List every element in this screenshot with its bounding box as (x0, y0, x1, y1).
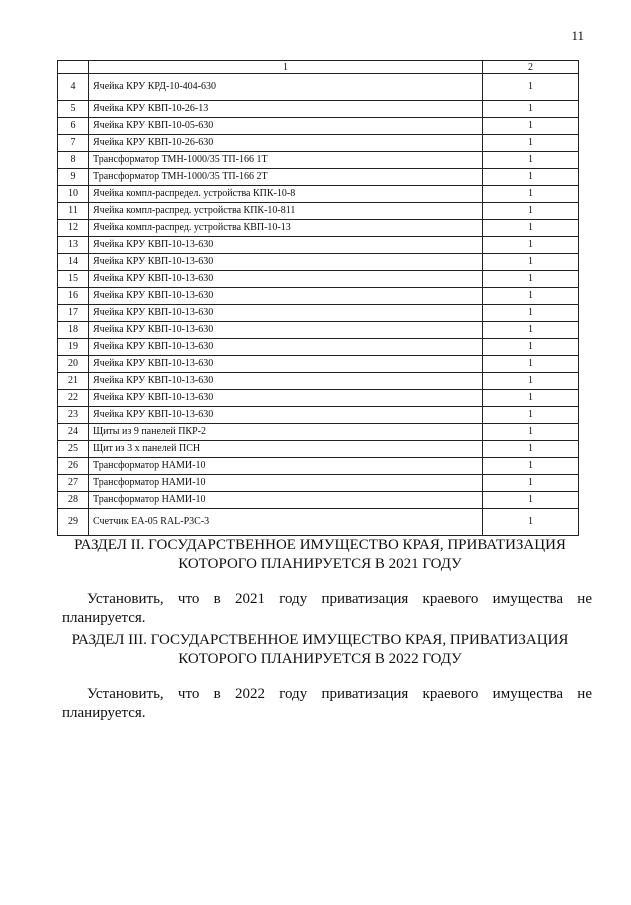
table-body (58, 74, 579, 536)
row-number-cell: 25 (58, 441, 89, 458)
row-name-cell: Трансформатор НАМИ-10 (89, 458, 483, 475)
row-number-cell: 10 (58, 186, 89, 203)
table-row (58, 339, 579, 356)
row-name-cell: Ячейка КРУ КВП-10-13-630 (89, 254, 483, 271)
row-number-cell: 22 (58, 390, 89, 407)
section-2 (40, 536, 600, 628)
row-number-cell: 12 (58, 220, 89, 237)
row-qty-cell: 1 (483, 186, 579, 203)
row-name-cell: Ячейка КРУ КВП-10-13-630 (89, 237, 483, 254)
row-qty-cell: 1 (483, 254, 579, 271)
row-qty-cell: 1 (483, 390, 579, 407)
row-number-cell: 16 (58, 288, 89, 305)
section-3-body: Установить, что в 2022 году приватизация краевого имущества не планируется. (62, 686, 592, 721)
row-number-cell: 13 (58, 237, 89, 254)
header-cell-qty: 2 (483, 61, 579, 74)
row-number-cell: 18 (58, 322, 89, 339)
table-row (58, 220, 579, 237)
table-row (58, 203, 579, 220)
row-number-cell: 15 (58, 271, 89, 288)
section-2-title (40, 536, 600, 574)
table-row (58, 407, 579, 424)
section-2-body: Установить, что в 2021 году приватизация краевого имущества не планируется. (62, 591, 592, 626)
row-number-cell: 8 (58, 152, 89, 169)
row-qty-cell: 1 (483, 492, 579, 509)
row-number-cell: 29 (58, 509, 89, 536)
table-row (58, 74, 579, 101)
section-2-title-line1: РАЗДЕЛ II. ГОСУДАРСТВЕННОЕ ИМУЩЕСТВО КРАЯ, ПРИВАТИЗАЦИЯ (74, 537, 566, 553)
row-qty-cell: 1 (483, 305, 579, 322)
row-number-cell: 27 (58, 475, 89, 492)
row-name-cell: Ячейка КРУ КВП-10-26-630 (89, 135, 483, 152)
row-name-cell: Ячейка КРУ КВП-10-13-630 (89, 271, 483, 288)
row-qty-cell: 1 (483, 101, 579, 118)
row-name-cell: Ячейка КРУ КВП-10-13-630 (89, 322, 483, 339)
row-qty-cell: 1 (483, 458, 579, 475)
row-qty-cell: 1 (483, 373, 579, 390)
row-name-cell: Трансформатор НАМИ-10 (89, 475, 483, 492)
row-name-cell: Ячейка КРУ КВП-10-13-630 (89, 288, 483, 305)
row-number-cell: 24 (58, 424, 89, 441)
row-name-cell: Ячейка КРУ КРД-10-404-630 (89, 74, 483, 101)
row-qty-cell: 1 (483, 339, 579, 356)
table-row (58, 424, 579, 441)
table-row (58, 101, 579, 118)
row-name-cell: Счетчик ЕА-05 RAL-P3C-3 (89, 509, 483, 536)
page-number: 11 (571, 28, 584, 43)
row-qty-cell: 1 (483, 407, 579, 424)
table-row (58, 492, 579, 509)
row-qty-cell: 1 (483, 74, 579, 101)
row-name-cell: Ячейка КРУ КВП-10-13-630 (89, 407, 483, 424)
row-qty-cell: 1 (483, 322, 579, 339)
row-number-cell: 17 (58, 305, 89, 322)
row-number-cell: 5 (58, 101, 89, 118)
row-qty-cell: 1 (483, 271, 579, 288)
row-name-cell: Щит из 3 х панелей ПСН (89, 441, 483, 458)
table-row (58, 373, 579, 390)
table-row (58, 135, 579, 152)
row-number-cell: 14 (58, 254, 89, 271)
row-qty-cell: 1 (483, 288, 579, 305)
section-3-title-line2: КОТОРОГО ПЛАНИРУЕТСЯ В 2022 ГОДУ (178, 651, 462, 667)
row-number-cell: 11 (58, 203, 89, 220)
row-number-cell: 26 (58, 458, 89, 475)
row-number-cell: 21 (58, 373, 89, 390)
row-qty-cell: 1 (483, 356, 579, 373)
table-row (58, 271, 579, 288)
row-name-cell: Трансформатор ТМН-1000/35 ТП-166 1Т (89, 152, 483, 169)
row-number-cell: 20 (58, 356, 89, 373)
row-name-cell: Ячейка КРУ КВП-10-05-630 (89, 118, 483, 135)
row-qty-cell: 1 (483, 118, 579, 135)
table-row (58, 186, 579, 203)
table-row (58, 475, 579, 492)
table-row (58, 152, 579, 169)
row-name-cell: Ячейка КРУ КВП-10-26-13 (89, 101, 483, 118)
section-3-title (40, 631, 600, 669)
table-row (58, 390, 579, 407)
table-header-row (58, 61, 579, 74)
row-qty-cell: 1 (483, 509, 579, 536)
row-name-cell: Ячейка КРУ КВП-10-13-630 (89, 356, 483, 373)
row-qty-cell: 1 (483, 135, 579, 152)
section-3-title-line1: РАЗДЕЛ III. ГОСУДАРСТВЕННОЕ ИМУЩЕСТВО КРАЯ, ПРИВАТИЗАЦИЯ (71, 632, 569, 648)
table-row (58, 118, 579, 135)
section-2-title-line2: КОТОРОГО ПЛАНИРУЕТСЯ В 2021 ГОДУ (178, 556, 462, 572)
table-row (58, 305, 579, 322)
table-row (58, 169, 579, 186)
header-cell-num (58, 61, 89, 74)
row-name-cell: Ячейка компл-распред. устройства КПК-10-811 (89, 203, 483, 220)
row-name-cell: Ячейка КРУ КВП-10-13-630 (89, 339, 483, 356)
row-number-cell: 9 (58, 169, 89, 186)
row-qty-cell: 1 (483, 237, 579, 254)
row-number-cell: 7 (58, 135, 89, 152)
row-name-cell: Ячейка компл-распредел. устройства КПК-10-8 (89, 186, 483, 203)
section-3 (40, 631, 600, 723)
header-cell-name: 1 (89, 61, 483, 74)
row-qty-cell: 1 (483, 441, 579, 458)
row-name-cell: Ячейка КРУ КВП-10-13-630 (89, 305, 483, 322)
row-name-cell: Трансформатор ТМН-1000/35 ТП-166 2Т (89, 169, 483, 186)
table-row (58, 322, 579, 339)
row-qty-cell: 1 (483, 169, 579, 186)
row-name-cell: Ячейка компл-распред. устройства КВП-10-13 (89, 220, 483, 237)
row-number-cell: 6 (58, 118, 89, 135)
table-row (58, 237, 579, 254)
table-row (58, 356, 579, 373)
table-row (58, 509, 579, 536)
row-qty-cell: 1 (483, 220, 579, 237)
row-number-cell: 23 (58, 407, 89, 424)
row-qty-cell: 1 (483, 152, 579, 169)
table-row (58, 441, 579, 458)
property-table (57, 60, 579, 536)
row-name-cell: Ячейка КРУ КВП-10-13-630 (89, 390, 483, 407)
table-row (58, 254, 579, 271)
table-row (58, 458, 579, 475)
row-number-cell: 4 (58, 74, 89, 101)
row-name-cell: Ячейка КРУ КВП-10-13-630 (89, 373, 483, 390)
row-qty-cell: 1 (483, 203, 579, 220)
row-name-cell: Трансформатор НАМИ-10 (89, 492, 483, 509)
row-number-cell: 28 (58, 492, 89, 509)
table-row (58, 288, 579, 305)
row-qty-cell: 1 (483, 475, 579, 492)
row-name-cell: Щиты из 9 панелей ПКР-2 (89, 424, 483, 441)
row-number-cell: 19 (58, 339, 89, 356)
row-qty-cell: 1 (483, 424, 579, 441)
